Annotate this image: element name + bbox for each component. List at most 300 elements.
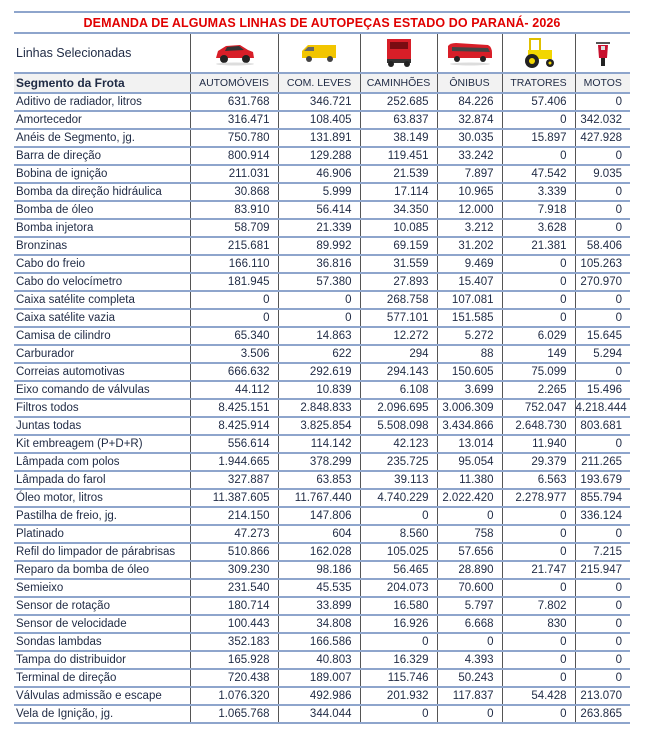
cell-value: 63.837 xyxy=(360,111,437,129)
cell-value: 492.986 xyxy=(278,687,360,705)
row-label: Vela de Ignição, jg. xyxy=(14,705,190,723)
cell-value: 11.940 xyxy=(502,435,575,453)
cell-value: 117.837 xyxy=(437,687,502,705)
cell-value: 1.944.665 xyxy=(190,453,278,471)
cell-value: 3.825.854 xyxy=(278,417,360,435)
van-icon xyxy=(299,42,339,64)
column-header-automoveis: AUTOMÓVEIS xyxy=(190,73,278,93)
cell-value: 7.918 xyxy=(502,201,575,219)
cell-value: 5.797 xyxy=(437,597,502,615)
segment-header-row xyxy=(14,73,630,93)
cell-value: 3.699 xyxy=(437,381,502,399)
cell-value: 0 xyxy=(502,255,575,273)
row-label: Cabo do velocímetro xyxy=(14,273,190,291)
cell-value: 213.070 xyxy=(575,687,630,705)
column-header-tratores: TRATORES xyxy=(502,73,575,93)
cell-value: 5.294 xyxy=(575,345,630,363)
row-label: Tampa do distribuidor xyxy=(14,651,190,669)
cell-value: 40.803 xyxy=(278,651,360,669)
table-row xyxy=(14,435,630,453)
cell-value: 36.816 xyxy=(278,255,360,273)
cell-value: 5.508.098 xyxy=(360,417,437,435)
row-label: Anéis de Segmento, jg. xyxy=(14,129,190,147)
row-label: Lâmpada do farol xyxy=(14,471,190,489)
table-row xyxy=(14,219,630,237)
cell-value: 0 xyxy=(502,507,575,525)
table-row xyxy=(14,111,630,129)
cell-value: 5.999 xyxy=(278,183,360,201)
cell-value: 378.299 xyxy=(278,453,360,471)
cell-value: 9.469 xyxy=(437,255,502,273)
cell-value: 0 xyxy=(575,363,630,381)
cell-value: 10.839 xyxy=(278,381,360,399)
cell-value: 803.681 xyxy=(575,417,630,435)
column-header-com-leves: COM. LEVES xyxy=(278,73,360,93)
segment-label: Segmento da Frota xyxy=(14,73,190,93)
cell-value: 5.272 xyxy=(437,327,502,345)
row-label: Juntas todas xyxy=(14,417,190,435)
cell-value: 27.893 xyxy=(360,273,437,291)
cell-value: 0 xyxy=(575,309,630,327)
cell-value: 4.740.229 xyxy=(360,489,437,507)
cell-value: 108.405 xyxy=(278,111,360,129)
cell-value: 631.768 xyxy=(190,93,278,111)
cell-value: 252.685 xyxy=(360,93,437,111)
cell-value: 34.350 xyxy=(360,201,437,219)
cell-value: 0 xyxy=(437,705,502,723)
cell-value: 56.465 xyxy=(360,561,437,579)
row-label: Refil do limpador de párabrisas xyxy=(14,543,190,561)
cell-value: 6.029 xyxy=(502,327,575,345)
cell-value: 0 xyxy=(502,579,575,597)
cell-value: 211.031 xyxy=(190,165,278,183)
cell-value: 666.632 xyxy=(190,363,278,381)
cell-value: 150.605 xyxy=(437,363,502,381)
cell-value: 38.149 xyxy=(360,129,437,147)
cell-value: 107.081 xyxy=(437,291,502,309)
cell-value: 131.891 xyxy=(278,129,360,147)
cell-value: 292.619 xyxy=(278,363,360,381)
cell-value: 0 xyxy=(278,309,360,327)
cell-value: 0 xyxy=(190,309,278,327)
cell-value: 0 xyxy=(575,615,630,633)
row-label: Kit embreagem (P+D+R) xyxy=(14,435,190,453)
cell-value: 1.065.768 xyxy=(190,705,278,723)
cell-value: 4.218.444 xyxy=(575,399,630,417)
cell-value: 95.054 xyxy=(437,453,502,471)
cell-value: 556.614 xyxy=(190,435,278,453)
table-row xyxy=(14,201,630,219)
cell-value: 0 xyxy=(502,651,575,669)
row-label: Reparo da bomba de óleo xyxy=(14,561,190,579)
cell-value: 88 xyxy=(437,345,502,363)
cell-value: 336.124 xyxy=(575,507,630,525)
cell-value: 12.272 xyxy=(360,327,437,345)
row-label: Bronzinas xyxy=(14,237,190,255)
row-label: Semieixo xyxy=(14,579,190,597)
cell-value: 0 xyxy=(502,309,575,327)
row-label: Bomba injetora xyxy=(14,219,190,237)
table-row xyxy=(14,507,630,525)
cell-value: 1.076.320 xyxy=(190,687,278,705)
cell-value: 0 xyxy=(437,633,502,651)
row-label: Bobina de ignição xyxy=(14,165,190,183)
cell-value: 327.887 xyxy=(190,471,278,489)
cell-value: 7.802 xyxy=(502,597,575,615)
table-row xyxy=(14,651,630,669)
row-label: Terminal de direção xyxy=(14,669,190,687)
cell-value: 0 xyxy=(502,147,575,165)
table-row xyxy=(14,453,630,471)
cell-value: 15.645 xyxy=(575,327,630,345)
cell-value: 0 xyxy=(575,525,630,543)
table-row xyxy=(14,165,630,183)
cell-value: 180.714 xyxy=(190,597,278,615)
cell-value: 752.047 xyxy=(502,399,575,417)
cell-value: 39.113 xyxy=(360,471,437,489)
cell-value: 56.414 xyxy=(278,201,360,219)
cell-value: 11.380 xyxy=(437,471,502,489)
cell-value: 577.101 xyxy=(360,309,437,327)
cell-value: 344.044 xyxy=(278,705,360,723)
van-icon-cell xyxy=(278,33,360,73)
cell-value: 855.794 xyxy=(575,489,630,507)
cell-value: 166.586 xyxy=(278,633,360,651)
cell-value: 201.932 xyxy=(360,687,437,705)
cell-value: 31.202 xyxy=(437,237,502,255)
cell-value: 54.428 xyxy=(502,687,575,705)
car-icon xyxy=(212,40,256,66)
cell-value: 0 xyxy=(437,507,502,525)
cell-value: 235.725 xyxy=(360,453,437,471)
cell-value: 12.000 xyxy=(437,201,502,219)
cell-value: 33.899 xyxy=(278,597,360,615)
cell-value: 98.186 xyxy=(278,561,360,579)
cell-value: 29.379 xyxy=(502,453,575,471)
cell-value: 6.668 xyxy=(437,615,502,633)
row-label: Lâmpada com polos xyxy=(14,453,190,471)
cell-value: 16.926 xyxy=(360,615,437,633)
table-row xyxy=(14,381,630,399)
cell-value: 0 xyxy=(575,219,630,237)
cell-value: 604 xyxy=(278,525,360,543)
cell-value: 14.863 xyxy=(278,327,360,345)
cell-value: 0 xyxy=(278,291,360,309)
cell-value: 32.874 xyxy=(437,111,502,129)
cell-value: 47.273 xyxy=(190,525,278,543)
cell-value: 149 xyxy=(502,345,575,363)
title-row xyxy=(14,12,630,33)
cell-value: 0 xyxy=(502,525,575,543)
cell-value: 9.035 xyxy=(575,165,630,183)
row-label: Caixa satélite vazia xyxy=(14,309,190,327)
table-row xyxy=(14,327,630,345)
cell-value: 15.897 xyxy=(502,129,575,147)
column-header-caminhoes: CAMINHÕES xyxy=(360,73,437,93)
cell-value: 50.243 xyxy=(437,669,502,687)
cell-value: 58.406 xyxy=(575,237,630,255)
cell-value: 294 xyxy=(360,345,437,363)
table-title: DEMANDA DE ALGUMAS LINHAS DE AUTOPEÇAS ESTADO DO PARANÁ- 2026 xyxy=(14,12,630,33)
table-row xyxy=(14,669,630,687)
cell-value: 0 xyxy=(502,543,575,561)
cell-value: 0 xyxy=(575,597,630,615)
table-row xyxy=(14,579,630,597)
cell-value: 211.265 xyxy=(575,453,630,471)
cell-value: 165.928 xyxy=(190,651,278,669)
cell-value: 427.928 xyxy=(575,129,630,147)
row-label: Carburador xyxy=(14,345,190,363)
cell-value: 6.108 xyxy=(360,381,437,399)
table-row xyxy=(14,237,630,255)
cell-value: 21.381 xyxy=(502,237,575,255)
cell-value: 316.471 xyxy=(190,111,278,129)
cell-value: 0 xyxy=(502,633,575,651)
table-row xyxy=(14,399,630,417)
table-row xyxy=(14,183,630,201)
selected-lines-label: Linhas Selecionadas xyxy=(14,33,190,73)
cell-value: 0 xyxy=(360,633,437,651)
truck-icon-cell xyxy=(360,33,437,73)
cell-value: 63.853 xyxy=(278,471,360,489)
row-label: Bomba da direção hidráulica xyxy=(14,183,190,201)
cell-value: 0 xyxy=(502,669,575,687)
cell-value: 57.656 xyxy=(437,543,502,561)
cell-value: 0 xyxy=(502,291,575,309)
cell-value: 7.215 xyxy=(575,543,630,561)
cell-value: 147.806 xyxy=(278,507,360,525)
cell-value: 100.443 xyxy=(190,615,278,633)
bus-icon xyxy=(446,40,494,66)
table-row xyxy=(14,291,630,309)
cell-value: 30.035 xyxy=(437,129,502,147)
cell-value: 0 xyxy=(575,291,630,309)
row-label: Sensor de velocidade xyxy=(14,615,190,633)
table-row xyxy=(14,255,630,273)
cell-value: 270.970 xyxy=(575,273,630,291)
table-row xyxy=(14,345,630,363)
cell-value: 105.263 xyxy=(575,255,630,273)
cell-value: 105.025 xyxy=(360,543,437,561)
cell-value: 57.406 xyxy=(502,93,575,111)
table-row xyxy=(14,417,630,435)
cell-value: 204.073 xyxy=(360,579,437,597)
cell-value: 58.709 xyxy=(190,219,278,237)
cell-value: 0 xyxy=(502,273,575,291)
cell-value: 0 xyxy=(575,147,630,165)
cell-value: 8.425.151 xyxy=(190,399,278,417)
bus-icon-cell xyxy=(437,33,502,73)
row-label: Camisa de cilindro xyxy=(14,327,190,345)
cell-value: 720.438 xyxy=(190,669,278,687)
cell-value: 166.110 xyxy=(190,255,278,273)
cell-value: 181.945 xyxy=(190,273,278,291)
cell-value: 0 xyxy=(575,435,630,453)
row-label: Cabo do freio xyxy=(14,255,190,273)
cell-value: 162.028 xyxy=(278,543,360,561)
column-header-motos: MOTOS xyxy=(575,73,630,93)
cell-value: 309.230 xyxy=(190,561,278,579)
cell-value: 151.585 xyxy=(437,309,502,327)
cell-value: 3.006.309 xyxy=(437,399,502,417)
cell-value: 0 xyxy=(190,291,278,309)
cell-value: 69.159 xyxy=(360,237,437,255)
cell-value: 16.329 xyxy=(360,651,437,669)
tractor-icon-cell xyxy=(502,33,575,73)
cell-value: 3.212 xyxy=(437,219,502,237)
table-row xyxy=(14,309,630,327)
row-label: Sondas lambdas xyxy=(14,633,190,651)
demand-table-container xyxy=(14,11,630,724)
cell-value: 57.380 xyxy=(278,273,360,291)
tractor-icon xyxy=(522,37,556,69)
cell-value: 33.242 xyxy=(437,147,502,165)
cell-value: 2.022.420 xyxy=(437,489,502,507)
table-row xyxy=(14,129,630,147)
cell-value: 3.628 xyxy=(502,219,575,237)
row-label: Óleo motor, litros xyxy=(14,489,190,507)
cell-value: 0 xyxy=(575,579,630,597)
cell-value: 0 xyxy=(575,651,630,669)
cell-value: 34.808 xyxy=(278,615,360,633)
cell-value: 352.183 xyxy=(190,633,278,651)
cell-value: 8.560 xyxy=(360,525,437,543)
table-row xyxy=(14,489,630,507)
row-label: Platinado xyxy=(14,525,190,543)
cell-value: 47.542 xyxy=(502,165,575,183)
row-label: Sensor de rotação xyxy=(14,597,190,615)
cell-value: 21.539 xyxy=(360,165,437,183)
cell-value: 10.965 xyxy=(437,183,502,201)
cell-value: 42.123 xyxy=(360,435,437,453)
table-row xyxy=(14,273,630,291)
cell-value: 268.758 xyxy=(360,291,437,309)
table-row xyxy=(14,615,630,633)
cell-value: 28.890 xyxy=(437,561,502,579)
row-label: Aditivo de radiador, litros xyxy=(14,93,190,111)
cell-value: 231.540 xyxy=(190,579,278,597)
cell-value: 2.096.695 xyxy=(360,399,437,417)
row-label: Amortecedor xyxy=(14,111,190,129)
cell-value: 3.434.866 xyxy=(437,417,502,435)
truck-icon xyxy=(382,37,416,69)
cell-value: 45.535 xyxy=(278,579,360,597)
cell-value: 342.032 xyxy=(575,111,630,129)
column-header-onibus: ÔNIBUS xyxy=(437,73,502,93)
row-label: Correias automotivas xyxy=(14,363,190,381)
cell-value: 84.226 xyxy=(437,93,502,111)
table-row xyxy=(14,363,630,381)
cell-value: 0 xyxy=(575,669,630,687)
table-row xyxy=(14,561,630,579)
cell-value: 0 xyxy=(575,183,630,201)
cell-value: 2.265 xyxy=(502,381,575,399)
table-row xyxy=(14,687,630,705)
cell-value: 3.339 xyxy=(502,183,575,201)
cell-value: 13.014 xyxy=(437,435,502,453)
cell-value: 75.099 xyxy=(502,363,575,381)
cell-value: 3.506 xyxy=(190,345,278,363)
cell-value: 46.906 xyxy=(278,165,360,183)
cell-value: 800.914 xyxy=(190,147,278,165)
table-row xyxy=(14,705,630,723)
cell-value: 750.780 xyxy=(190,129,278,147)
cell-value: 114.142 xyxy=(278,435,360,453)
cell-value: 119.451 xyxy=(360,147,437,165)
cell-value: 17.114 xyxy=(360,183,437,201)
cell-value: 129.288 xyxy=(278,147,360,165)
cell-value: 21.747 xyxy=(502,561,575,579)
row-label: Pastilha de freio, jg. xyxy=(14,507,190,525)
cell-value: 8.425.914 xyxy=(190,417,278,435)
motorcycle-icon-cell xyxy=(575,33,630,73)
cell-value: 115.746 xyxy=(360,669,437,687)
cell-value: 15.407 xyxy=(437,273,502,291)
cell-value: 0 xyxy=(575,93,630,111)
cell-value: 89.992 xyxy=(278,237,360,255)
row-label: Eixo comando de válvulas xyxy=(14,381,190,399)
vehicle-icons-row xyxy=(14,33,630,73)
cell-value: 263.865 xyxy=(575,705,630,723)
row-label: Barra de direção xyxy=(14,147,190,165)
cell-value: 510.866 xyxy=(190,543,278,561)
row-label: Válvulas admissão e escape xyxy=(14,687,190,705)
cell-value: 6.563 xyxy=(502,471,575,489)
table-row xyxy=(14,147,630,165)
cell-value: 2.648.730 xyxy=(502,417,575,435)
table-row xyxy=(14,471,630,489)
cell-value: 15.496 xyxy=(575,381,630,399)
cell-value: 189.007 xyxy=(278,669,360,687)
table-row xyxy=(14,525,630,543)
table-row xyxy=(14,597,630,615)
cell-value: 44.112 xyxy=(190,381,278,399)
cell-value: 30.868 xyxy=(190,183,278,201)
car-icon-cell xyxy=(190,33,278,73)
row-label: Bomba de óleo xyxy=(14,201,190,219)
row-label: Filtros todos xyxy=(14,399,190,417)
cell-value: 2.848.833 xyxy=(278,399,360,417)
cell-value: 21.339 xyxy=(278,219,360,237)
cell-value: 0 xyxy=(575,201,630,219)
table-row xyxy=(14,543,630,561)
cell-value: 0 xyxy=(502,111,575,129)
cell-value: 0 xyxy=(502,705,575,723)
cell-value: 215.681 xyxy=(190,237,278,255)
cell-value: 830 xyxy=(502,615,575,633)
cell-value: 0 xyxy=(360,507,437,525)
table-row xyxy=(14,633,630,651)
cell-value: 83.910 xyxy=(190,201,278,219)
cell-value: 10.085 xyxy=(360,219,437,237)
demand-table xyxy=(14,11,630,724)
cell-value: 70.600 xyxy=(437,579,502,597)
cell-value: 622 xyxy=(278,345,360,363)
cell-value: 11.767.440 xyxy=(278,489,360,507)
cell-value: 294.143 xyxy=(360,363,437,381)
cell-value: 193.679 xyxy=(575,471,630,489)
cell-value: 31.559 xyxy=(360,255,437,273)
cell-value: 7.897 xyxy=(437,165,502,183)
cell-value: 214.150 xyxy=(190,507,278,525)
cell-value: 11.387.605 xyxy=(190,489,278,507)
cell-value: 346.721 xyxy=(278,93,360,111)
cell-value: 65.340 xyxy=(190,327,278,345)
table-row xyxy=(14,93,630,111)
cell-value: 215.947 xyxy=(575,561,630,579)
cell-value: 0 xyxy=(575,633,630,651)
cell-value: 758 xyxy=(437,525,502,543)
